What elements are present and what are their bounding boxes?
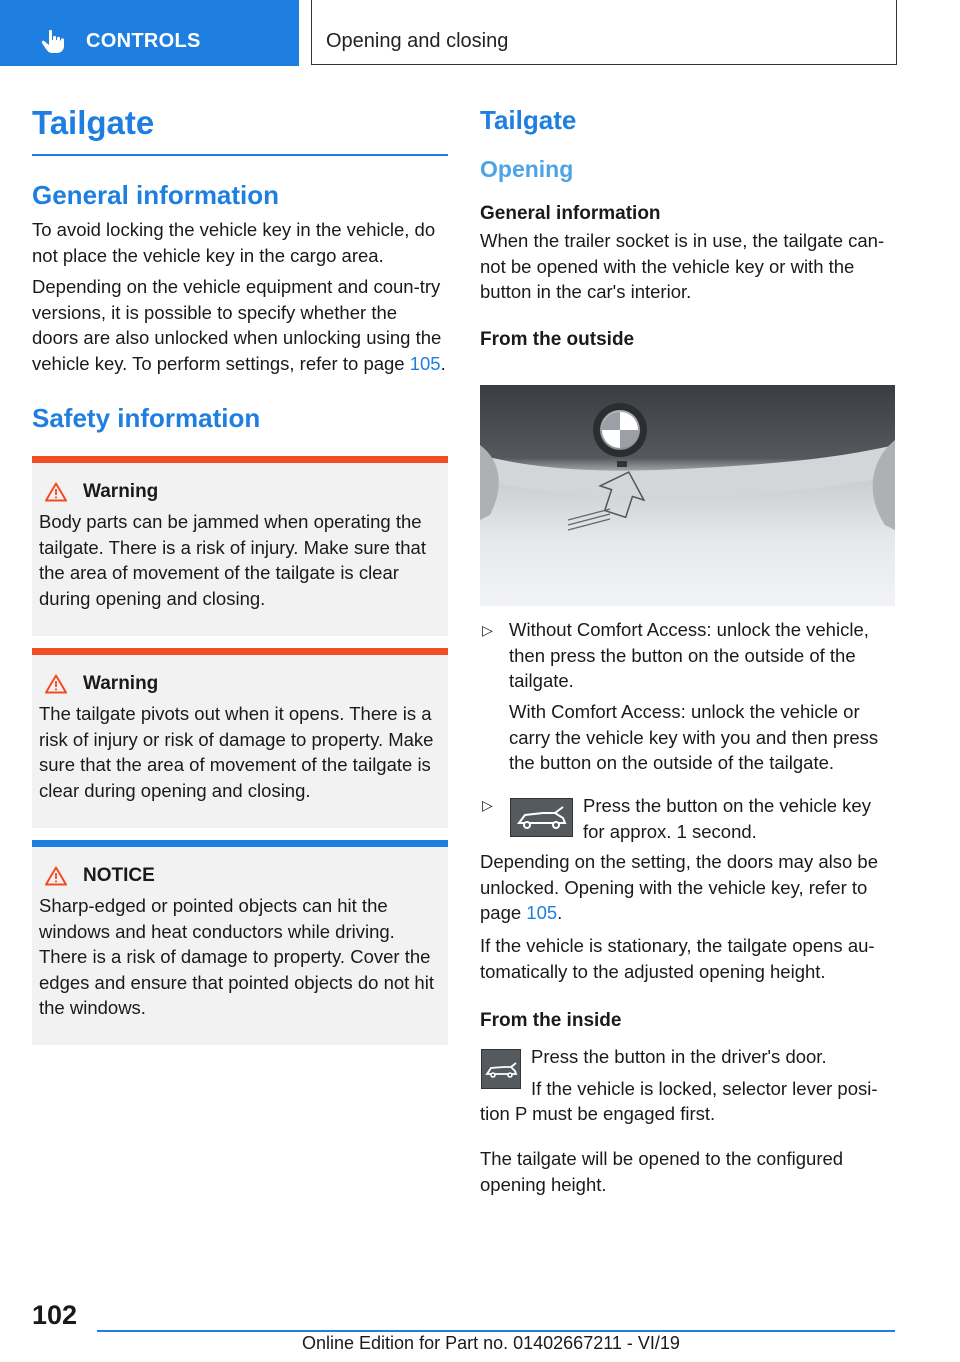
notice-text: Sharp-edged or pointed objects can hit the windows and heat conductors while driving. There is a risk of damage to property. Cover the edges and ensure that pointed objects do not hit the windows.: [39, 895, 434, 1018]
inside-locked-text-2: tion P must be engaged first.: [480, 1103, 716, 1124]
warning-title-row: [39, 456, 438, 503]
from-inside-heading: From the inside: [480, 1010, 622, 1031]
page-link-105[interactable]: 105: [409, 352, 441, 374]
from-outside-heading: From the outside: [480, 328, 635, 350]
paragraph-stationary: If the vehicle is stationary, the tailgate opens au-tomatically to the adjusted opening height.: [480, 935, 875, 982]
tailgate-heading: Tailgate: [480, 105, 577, 135]
header-section-tab: [0, 0, 299, 66]
general-information-heading: General information: [32, 180, 280, 210]
car-tailgate-open-icon: [482, 1050, 520, 1088]
period: .: [557, 902, 563, 923]
title-rule: [32, 154, 448, 156]
warning-title: Warning: [83, 673, 159, 694]
inside-locked-text-1: If the vehicle is locked, selector lever posi-: [531, 1078, 878, 1099]
general-paragraph-1: To avoid locking the vehicle key in the vehicle, do not place the vehicle key in the cargo area.: [32, 219, 436, 266]
left-column: [32, 100, 448, 1045]
inside-press-button-text: Press the button in the driver's door.: [531, 1046, 827, 1067]
driver-door-button-icon: [481, 1049, 521, 1089]
header-title: Opening and closing: [326, 30, 509, 52]
header-title-box: [311, 0, 897, 65]
general-paragraph-2: [32, 274, 448, 376]
page-ref-prefix: page: [363, 352, 410, 374]
notice-title: NOTICE: [83, 865, 155, 886]
warning-title: Warning: [83, 481, 159, 502]
header-section-label: CONTROLS: [86, 30, 201, 52]
bullet-marker: ▷: [482, 622, 493, 638]
warning-title-row: [39, 648, 438, 695]
warning-bar: [32, 456, 448, 463]
footer-rule: [97, 1330, 895, 1332]
final-paragraph: The tailgate will be opened to the configured opening height.: [480, 1148, 844, 1195]
page-number: 102: [32, 1300, 78, 1330]
safety-information-heading: Safety information: [32, 403, 261, 433]
paragraph-doors-unlocked-text: Depending on the setting, the doors may also be unlocked. Opening with the vehicle key, refer to: [480, 851, 879, 898]
page-title: Tailgate: [32, 104, 155, 141]
warning-triangle-icon: [45, 482, 67, 502]
page-link-105[interactable]: 105: [526, 902, 558, 923]
warning-triangle-icon: [45, 674, 67, 694]
paragraph-doors-unlocked: [480, 849, 896, 926]
warning-bar: [32, 648, 448, 655]
right-column: [480, 100, 896, 351]
hand-pointer-icon: [40, 28, 66, 54]
general-paragraph-2-text: Depending on the vehicle equipment and coun-try versions, it is possible to specify whether the doors are also unlocked when unlocking using the vehicle key. To perform settings, refer to: [32, 276, 442, 374]
bullet-without-comfort-access: Without Comfort Access: unlock the vehicle, then press the button on the outside of the tailgate.: [509, 619, 869, 691]
page-ref-prefix: page: [480, 902, 527, 923]
opening-heading: Opening: [480, 156, 574, 182]
footer-edition: Online Edition for Part no. 01402667211 - VI/19: [302, 1333, 680, 1353]
warning-text: The tailgate pivots out when it opens. There is a risk of injury or risk of damage to property. Make sure that the area of movement of the tailgate is clear during opening and closing.: [39, 703, 434, 801]
warning-box-2: [32, 648, 448, 828]
general-information-subheading: General information: [480, 203, 661, 224]
notice-title-row: [39, 840, 438, 887]
notice-box: [32, 840, 448, 1045]
warning-triangle-icon: [45, 866, 67, 886]
tailgate-button-photo: [480, 385, 895, 606]
tailgate-button-icon: [510, 798, 573, 837]
car-tailgate-open-icon: [511, 799, 572, 836]
notice-bar: [32, 840, 448, 847]
bullet-marker: ▷: [482, 797, 493, 813]
warning-box-1: [32, 456, 448, 636]
bullet-press-key-button: Press the button on the vehicle key for approx. 1 second.: [583, 795, 871, 842]
period: .: [440, 352, 446, 374]
bullet-with-comfort-access: With Comfort Access: unlock the vehicle or carry the vehicle key with you and then press the button on the outside of the tailgate.: [509, 701, 879, 773]
general-information-text: When the trailer socket is in use, the tailgate can-not be opened with the vehicle key or with the button in the car's interior.: [480, 230, 885, 302]
warning-text: Body parts can be jammed when operating the tailgate. There is a risk of injury. Make sure that the area of movement of the tailgate is clear during opening and closing.: [39, 511, 426, 609]
